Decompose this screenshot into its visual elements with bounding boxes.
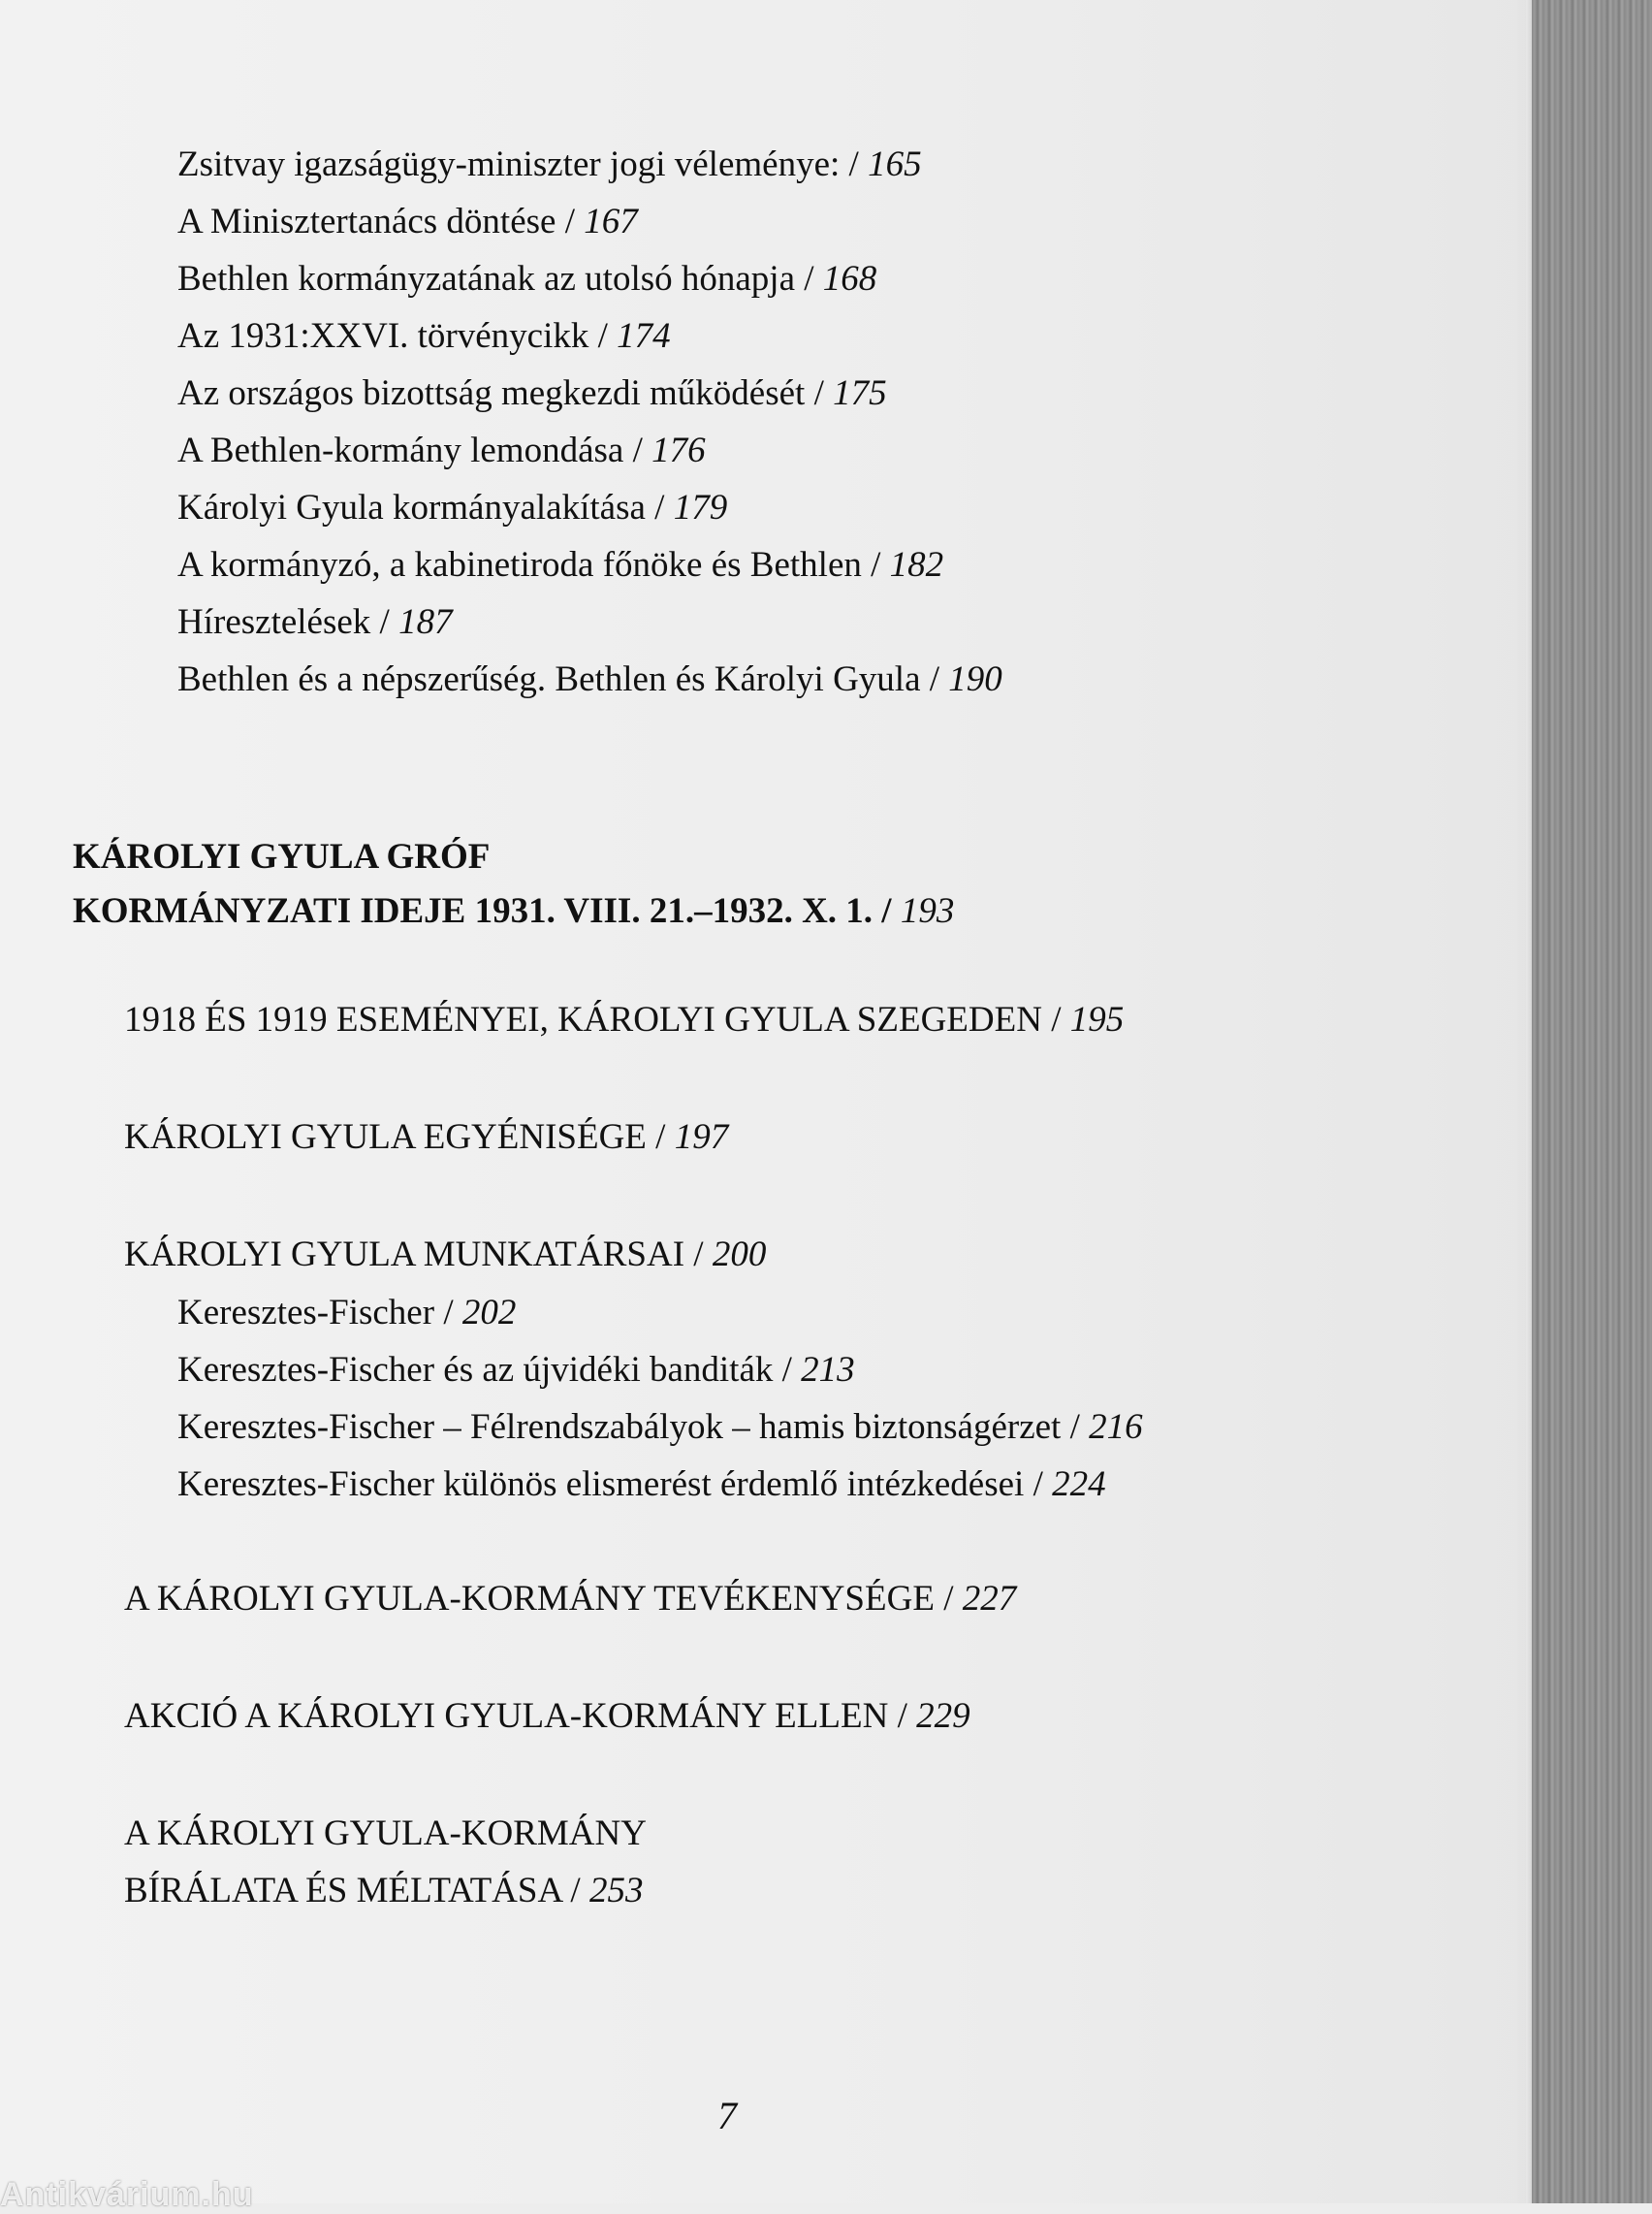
toc-chapter-line1: A KÁROLYI GYULA-KORMÁNY [124,1813,647,1853]
toc-item: A Bethlen-kormány lemondása / 176 [177,431,706,470]
background-surface [1532,0,1652,2203]
toc-chapter-line2: BÍRÁLATA ÉS MÉLTATÁSA / 253 [124,1871,644,1910]
toc-chapter: KÁROLYI GYULA EGYÉNISÉGE / 197 [124,1117,729,1157]
toc-chapter: AKCIÓ A KÁROLYI GYULA-KORMÁNY ELLEN / 229 [124,1696,970,1736]
toc-item: Keresztes-Fischer különös elismerést érdemlő intézkedései / 224 [177,1464,1106,1504]
part-heading-line2: KORMÁNYZATI IDEJE 1931. VIII. 21.–1932. X. 1. / 193 [73,891,955,931]
toc-chapter: A KÁROLYI GYULA-KORMÁNY TEVÉKENYSÉGE / 227 [124,1579,1017,1619]
toc-item: Az országos bizottság megkezdi működését / 175 [177,373,887,413]
toc-item: Keresztes-Fischer / 202 [177,1293,517,1332]
toc-chapter: KÁROLYI GYULA MUNKATÁRSAI / 200 [124,1235,767,1274]
toc-item: Zsitvay igazságügy-miniszter jogi véleménye: / 165 [177,144,922,184]
toc-item: Károlyi Gyula kormányalakítása / 179 [177,488,728,528]
page-number: 7 [717,2094,737,2137]
toc-item: A Minisztertanács döntése / 167 [177,202,638,241]
toc-item: Bethlen kormányzatának az utolsó hónapja / 168 [177,259,877,299]
part-heading-line1: KÁROLYI GYULA GRÓF [73,837,491,877]
toc-item: Bethlen és a népszerűség. Bethlen és Károlyi Gyula / 190 [177,659,1002,699]
toc-item: Keresztes-Fischer – Félrendszabályok – hamis biztonságérzet / 216 [177,1407,1143,1447]
toc-chapter: 1918 ÉS 1919 ESEMÉNYEI, KÁROLYI GYULA SZEGEDEN / 195 [124,1000,1125,1040]
toc-item: Az 1931:XXVI. törvénycikk / 174 [177,316,671,356]
watermark: Antikvárium.hu [0,2176,254,2213]
toc-item: Keresztes-Fischer és az újvidéki banditák / 213 [177,1350,855,1390]
toc-item: A kormányzó, a kabinetiroda főnöke és Bethlen / 182 [177,545,944,585]
toc-item: Híresztelések / 187 [177,602,453,642]
